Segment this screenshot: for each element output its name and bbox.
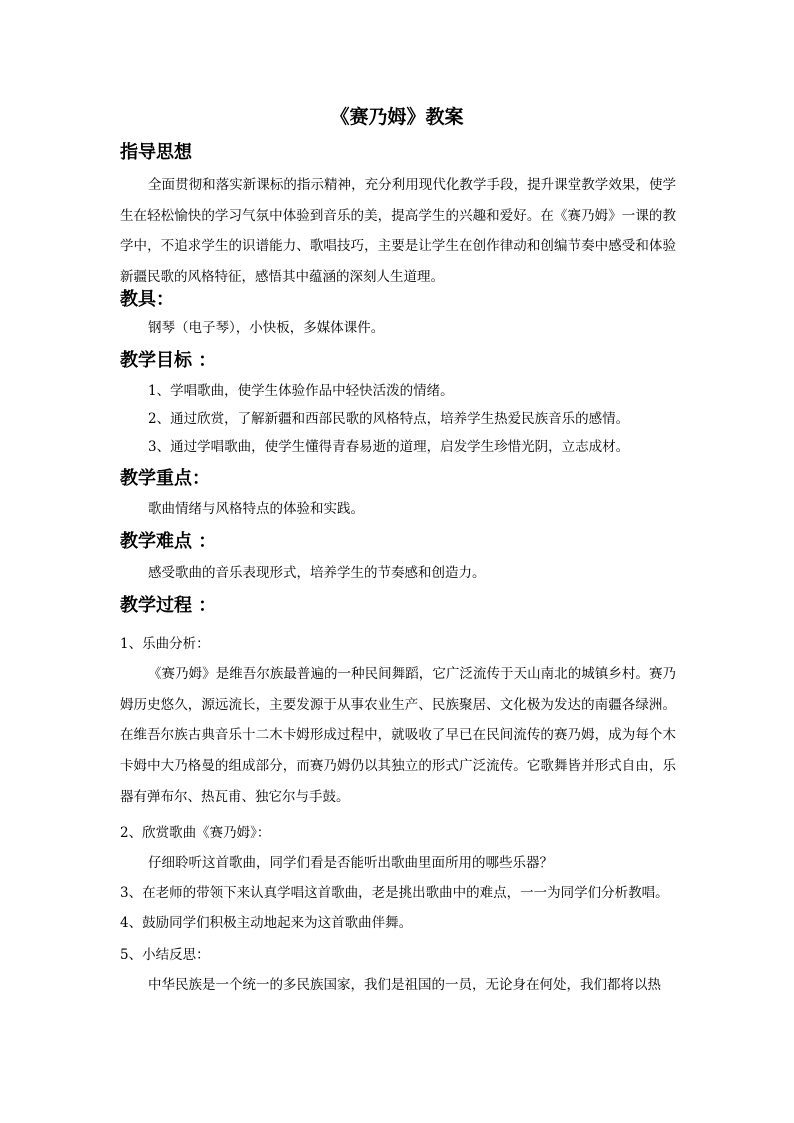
process-step-3: 3、在老师的带领下来认真学唱这首歌曲，老是挑出歌曲中的难点，一一为同学们分析教唱。 [120, 885, 669, 901]
process-step-2-text: 仔细聆听这首歌曲，同学们看是否能听出歌曲里面所用的哪些乐器？ [148, 855, 553, 871]
heading-difficulty: 教学难点 ： [120, 531, 217, 552]
document-title: 《赛乃姆》教案 [330, 106, 464, 128]
goal-item-2: 2、通过欣赏，了解新疆和西部民歌的风格特点，培养学生热爱民族音乐的感情。 [148, 411, 630, 427]
guiding-paragraph: 全面贯彻和落实新课标的指示精神，充分利用现代化教学手段，提升课堂教学效果，使学生在轻松愉快的学习气氛中体验到音乐的美，提高学生的兴趣和爱好。在《赛乃姆》一课的教学中，不追求学生的识谱能力、歌唱技巧，主要是让学生在创作律动和创编节奏中感受和体验新疆民歌的风格特征，感悟其中蕴涵的深刻人生道理。 [120, 177, 676, 286]
heading-goals: 教学目标 ： [120, 350, 217, 371]
heading-guiding: 指导思想 [120, 142, 192, 163]
process-step-1-paragraph: 《赛乃姆》是维吾尔族最普遍的一种民间舞蹈，它广泛流传于天山南北的城镇乡村。赛乃姆历史悠久，源远流长，主要发源于从事农业生产、民族聚居、文化极为发达的南疆各绿洲。在维吾尔族古典音乐十二木卡姆形成过程中，就吸收了早已在民间流传的赛乃姆，成为每个木卡姆中大乃格曼的组成部分，而赛乃姆仍以其独立的形式广泛流传。它歌舞皆并形式自由，乐器有弹布尔、热瓦甫、独它尔与手鼓。 [120, 666, 676, 805]
process-step-5-text: 中华民族是一个统一的多民族国家，我们是祖国的一员，无论身在何处，我们都将以热 [148, 977, 661, 993]
difficulty-text: 感受歌曲的音乐表现形式，培养学生的节奏感和创造力。 [148, 565, 486, 581]
process-step-2: 2、欣赏歌曲《赛乃姆》： [120, 825, 271, 841]
heading-tools: 教具： [120, 289, 174, 310]
process-step-1: 1、乐曲分析： [120, 636, 210, 652]
tools-text: 钢琴（电子琴），小快板，多媒体课件。 [148, 320, 385, 336]
process-step-5: 5、小结反思： [120, 947, 210, 963]
heading-key: 教学重点： [120, 468, 210, 489]
goal-item-3: 3、通过学唱歌曲，使学生懂得青春易逝的道理，启发学生珍惜光阴，立志成材。 [148, 439, 630, 455]
goal-item-1: 1、学唱歌曲，使学生体验作品中轻快活泼的情绪。 [148, 383, 454, 399]
heading-process: 教学过程 ： [120, 595, 217, 616]
key-text: 歌曲情绪与风格特点的体验和实践。 [148, 501, 364, 517]
process-step-4: 4、鼓励同学们积极主动地起来为这首歌曲伴舞。 [120, 915, 413, 931]
